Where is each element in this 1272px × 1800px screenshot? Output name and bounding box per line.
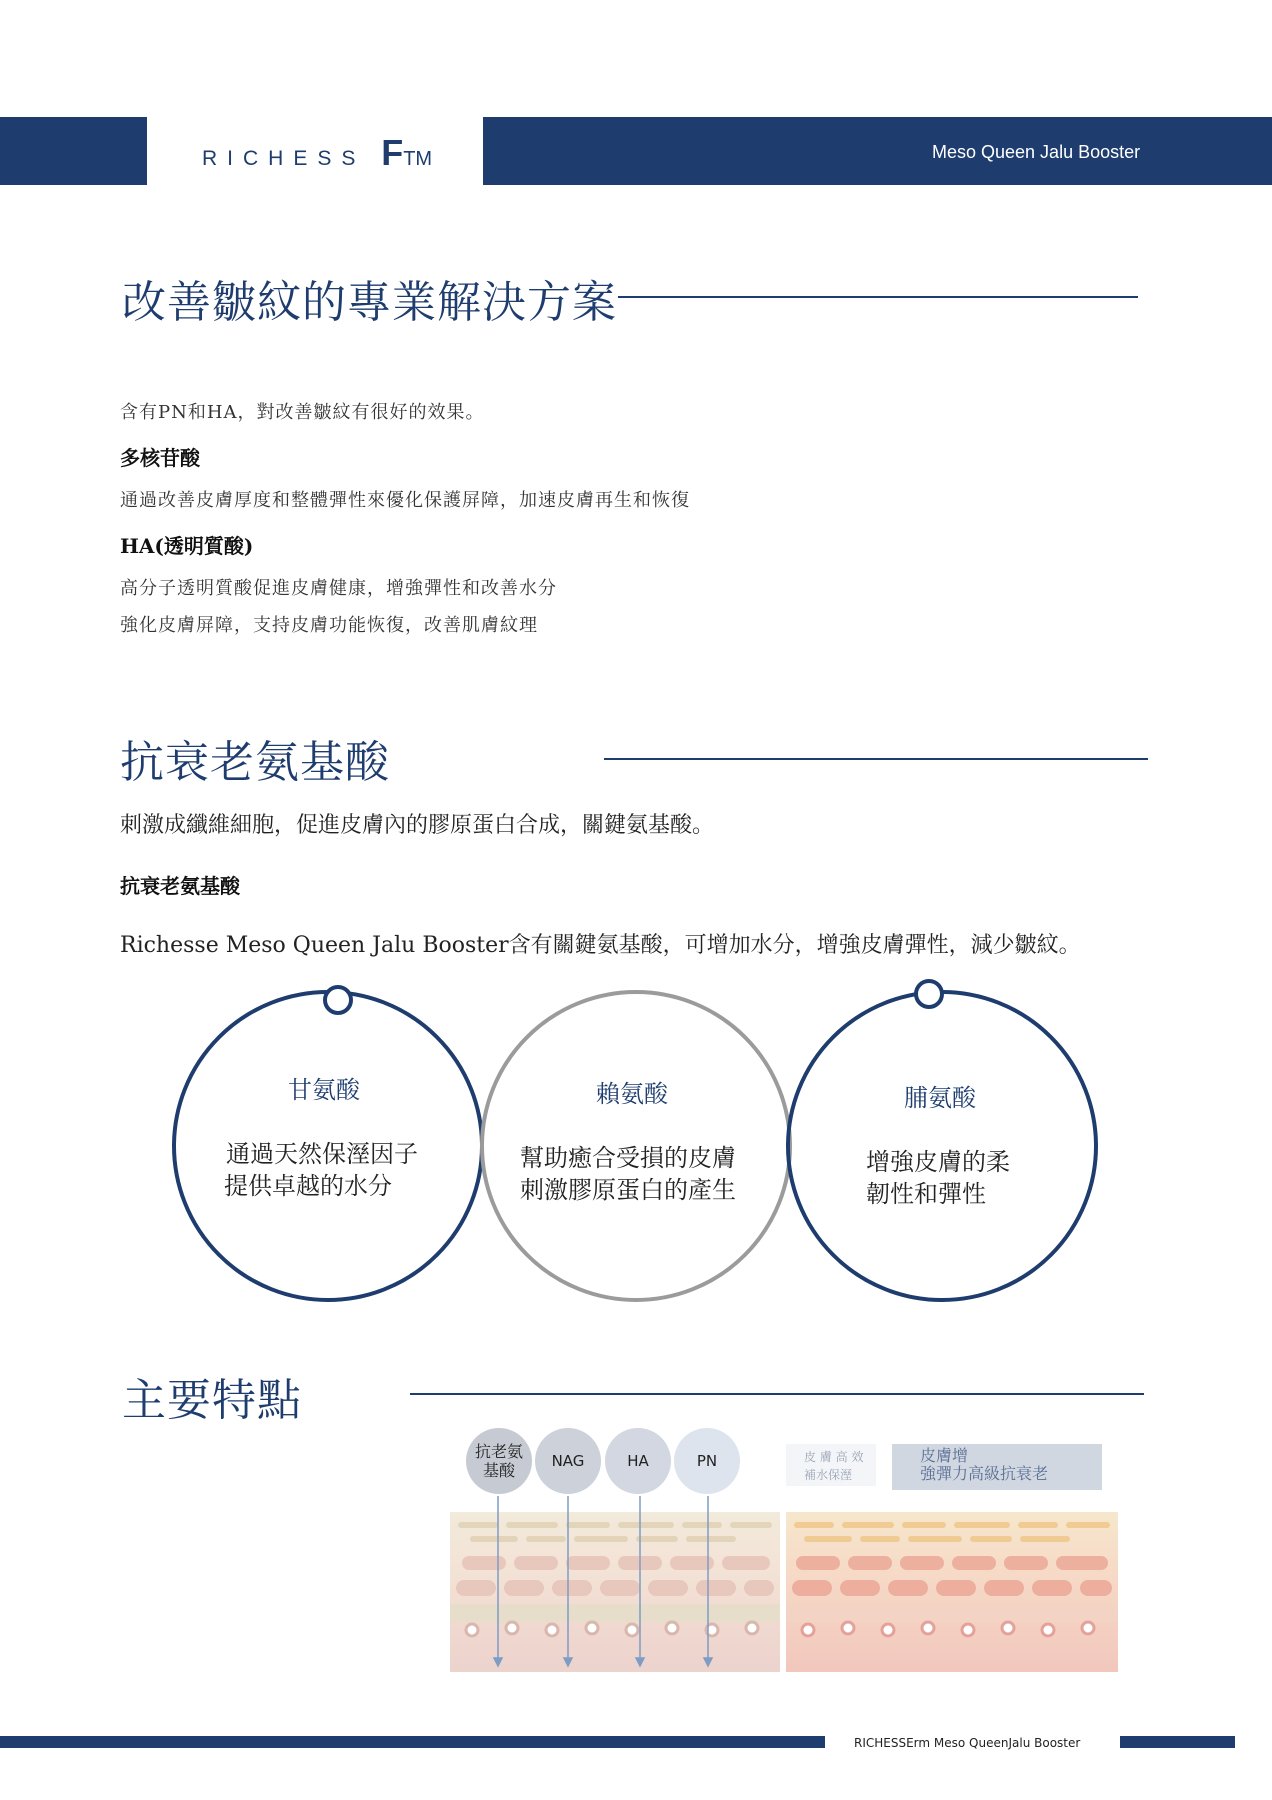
circle-3-title: 脯氨酸 <box>904 1084 976 1112</box>
pn-text: 通過改善皮膚厚度和整體彈性來優化保護屏障，加速皮膚再生和恢復 <box>120 490 690 511</box>
section3-title: 主要特點 <box>122 1375 302 1426</box>
circle-1-line2: 提供卓越的水分 <box>224 1172 392 1200</box>
bubble-nag <box>535 1428 601 1494</box>
header-product-name: Meso Queen Jalu Booster <box>932 142 1141 162</box>
bubble-2-label: NAG <box>551 1452 585 1470</box>
section2-sub-heading: 抗衰老氨基酸 <box>120 874 240 898</box>
brand-letter: F <box>381 132 404 173</box>
section1-intro: 含有PN和HA，對改善皺紋有很好的效果。 <box>120 402 485 423</box>
skin-right-band <box>786 1604 1118 1622</box>
footer-left-band <box>0 1736 825 1748</box>
section1-title: 改善皺紋的專業解決方案 <box>122 277 617 328</box>
ha-heading: HA(透明質酸) <box>120 534 254 558</box>
legend-left-line2: 補水保溼 <box>804 1468 853 1482</box>
brand-main: RICHESS <box>202 147 366 170</box>
ha-text-1: 高分子透明質酸促進皮膚健康，增強彈性和改善水分 <box>120 578 557 599</box>
circle-2-title: 賴氨酸 <box>596 1080 668 1108</box>
section2-intro: 刺激成纖維細胞，促進皮膚內的膠原蛋白合成，關鍵氨基酸。 <box>120 813 715 838</box>
circle-3-line1: 增強皮膚的柔 <box>866 1148 1010 1176</box>
footer-right-band <box>1120 1736 1235 1748</box>
circle-2-line1: 幫助癒合受損的皮膚 <box>520 1144 736 1172</box>
bubble-3-label: HA <box>627 1452 649 1470</box>
bubble-1-line1: 抗老氨 <box>474 1442 523 1461</box>
circle-1-title: 甘氨酸 <box>288 1076 360 1104</box>
circle-2-line2: 刺激膠原蛋白的產生 <box>520 1176 736 1204</box>
section2-title: 抗衰老氨基酸 <box>120 737 390 788</box>
legend-right-line1: 皮膚增 <box>920 1446 969 1465</box>
footer-text: RICHESSErm Meso QueenJalu Booster <box>854 1736 1081 1750</box>
section2-description: Richesse Meso Queen Jalu Booster含有關鍵氨基酸，可增加水分，增強皮膚彈性，減少皺紋。 <box>120 933 1081 958</box>
legend-right-line2: 強彈力高級抗衰老 <box>920 1464 1049 1483</box>
bubble-ha <box>605 1428 671 1494</box>
circle-3-line2: 韌性和彈性 <box>866 1180 986 1208</box>
legend-hydration <box>786 1444 876 1486</box>
legend-left-line1: 皮 膚 高 效 <box>804 1450 864 1464</box>
brand-tm: TM <box>403 148 433 170</box>
legend-elasticity <box>892 1444 1102 1490</box>
circle-1-line1: 通過天然保溼因子 <box>226 1140 418 1168</box>
bubble-pn <box>674 1428 740 1494</box>
ha-text-2: 強化皮膚屏障，支持皮膚功能恢復，改善肌膚紋理 <box>120 615 538 636</box>
pn-heading: 多核苷酸 <box>120 446 200 470</box>
bubble-1-line2: 基酸 <box>482 1461 515 1480</box>
skin-left-band <box>450 1604 780 1622</box>
bubble-amino-acid <box>466 1428 532 1494</box>
bubble-4-label: PN <box>696 1452 718 1470</box>
